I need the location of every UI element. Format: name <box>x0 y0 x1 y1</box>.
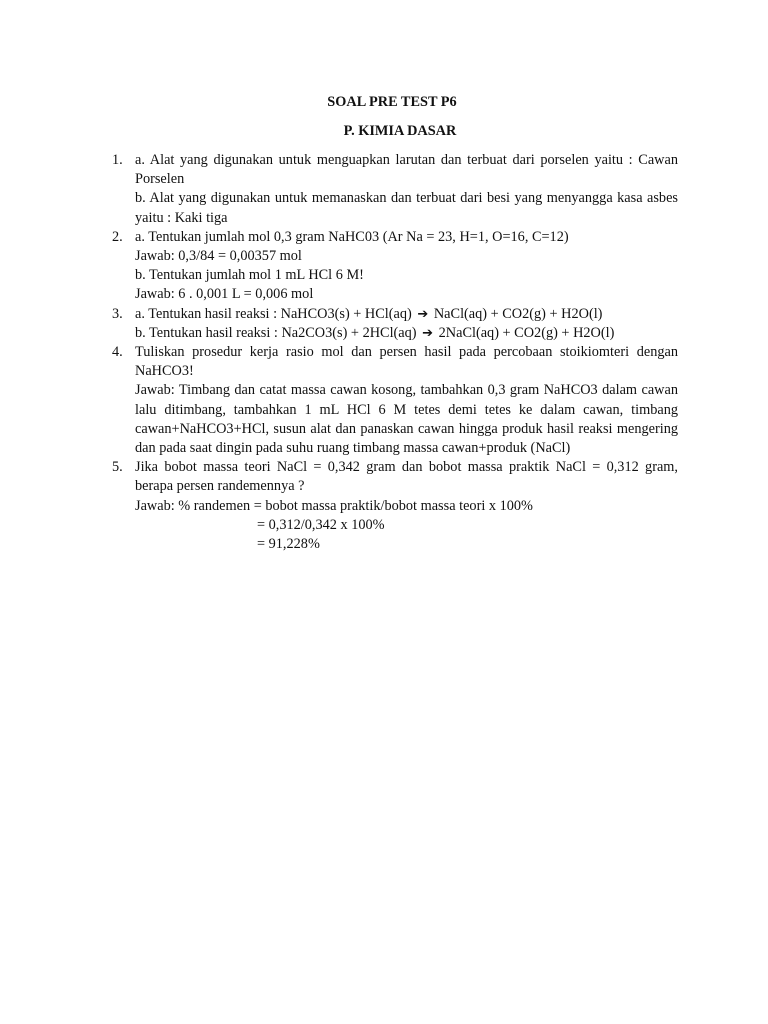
question-line: Jika bobot massa teori NaCl = 0,342 gram dan bobot massa praktik NaCl = 0,312 gram, berapa persen randemennya ? <box>135 459 678 495</box>
question-item <box>0 151 678 228</box>
question-item <box>0 458 678 554</box>
reaction-reactants: a. Tentukan hasil reaksi : NaHCO3(s) + HCl(aq) <box>135 305 412 322</box>
arrow-right-icon: ➔ <box>422 325 434 341</box>
reaction-line <box>135 324 678 343</box>
calculation-line: = 91,228% <box>257 536 320 553</box>
document-subtitle: P. KIMIA DASAR <box>343 123 457 139</box>
answer-line: Jawab: Timbang dan catat massa cawan kosong, tambahkan 0,3 gram NaHCO3 dalam cawan lalu ditimbang, tambahkan 1 mL HCl 6 M tetes demi tetes ke dalam cawan, timbang cawan+NaHCO3+HCl, susun alat dan panaskan cawan hingga produk hasil reaksi mengering dan pada saat dingin pada suhu ruang timbang massa cawan+produk (NaCl) <box>135 382 678 457</box>
question-list <box>0 151 768 554</box>
question-number: 4. <box>112 344 123 361</box>
question-line: a. Alat yang digunakan untuk menguapkan larutan dan terbuat dari porselen yaitu : Cawan Porselen <box>135 152 678 188</box>
question-number: 1. <box>112 152 123 168</box>
question-line: b. Tentukan jumlah mol 1 mL HCl 6 M! <box>135 267 364 284</box>
document-title: SOAL PRE TEST P6 <box>327 94 457 110</box>
answer-line: Jawab: % randemen = bobot massa praktik/bobot massa teori x 100% <box>135 497 533 514</box>
reaction-line <box>135 305 678 324</box>
answer-line: Jawab: 0,3/84 = 0,00357 mol <box>135 248 302 265</box>
question-line: Tuliskan prosedur kerja rasio mol dan persen hasil pada percobaan stoikiomteri dengan NaHCO3! <box>135 344 678 380</box>
arrow-right-icon: ➔ <box>417 306 429 322</box>
question-number: 3. <box>112 305 123 322</box>
reaction-products: NaCl(aq) + CO2(g) + H2O(l) <box>433 305 603 322</box>
reaction-reactants: b. Tentukan hasil reaksi : Na2CO3(s) + 2HCl(aq) <box>135 324 417 341</box>
question-item <box>0 343 678 458</box>
question-item <box>0 228 678 305</box>
question-line: b. Alat yang digunakan untuk memanaskan dan terbuat dari besi yang menyangga kasa asbes yaitu : Kaki tiga <box>135 190 678 226</box>
answer-line: Jawab: 6 . 0,001 L = 0,006 mol <box>135 286 314 303</box>
calculation-line: = 0,312/0,342 x 100% <box>257 516 385 533</box>
question-item <box>0 305 678 343</box>
question-line: a. Tentukan jumlah mol 0,3 gram NaHC03 (Ar Na = 23, H=1, O=16, C=12) <box>135 228 569 245</box>
reaction-products: 2NaCl(aq) + CO2(g) + H2O(l) <box>438 324 615 341</box>
question-number: 2. <box>112 228 123 245</box>
question-number: 5. <box>112 459 123 476</box>
